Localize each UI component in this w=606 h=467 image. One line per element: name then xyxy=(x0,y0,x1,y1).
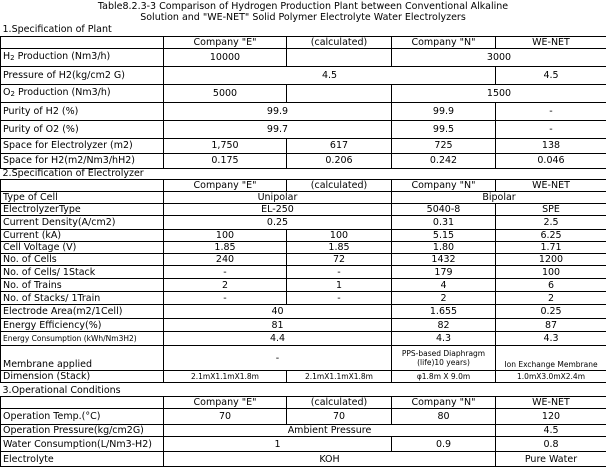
cell: 0.8 xyxy=(496,437,606,452)
table-row xyxy=(1,319,606,332)
cell: 5.15 xyxy=(392,230,496,242)
table-row xyxy=(1,242,606,254)
col-company-n: Company "N" xyxy=(392,36,496,48)
row-label: Dimension (Stack) xyxy=(1,371,164,383)
cell: 0.242 xyxy=(392,153,496,168)
cell: 70 xyxy=(164,409,287,425)
cell: φ1.8m X 9.0m xyxy=(392,371,496,383)
row-label: Energy Efficiency(%) xyxy=(1,319,164,332)
cell: 2 xyxy=(496,292,606,305)
table-row xyxy=(1,66,606,84)
table-row xyxy=(1,204,606,216)
cell: - xyxy=(164,266,287,279)
row-label: Pressure of H2(kg/cm2 G) xyxy=(1,66,164,84)
row-label: Type of Cell xyxy=(1,192,164,204)
table-row xyxy=(1,120,606,138)
col-company-e: Company "E" xyxy=(164,397,287,409)
row-label: Energy Consumption (kWh/Nm3H2) xyxy=(1,332,164,346)
col-company-e: Company "E" xyxy=(164,36,287,48)
cell: 1200 xyxy=(496,254,606,266)
cell: 4 xyxy=(392,279,496,292)
cell: 99.9 xyxy=(392,102,496,120)
table-row xyxy=(1,425,606,437)
table-row xyxy=(1,230,606,242)
cell: 1,750 xyxy=(164,138,287,153)
table-row xyxy=(1,153,606,168)
cell: - xyxy=(164,292,287,305)
cell: 70 xyxy=(287,409,392,425)
cell: Unipolar xyxy=(164,192,392,204)
cell: Ambient Pressure xyxy=(164,425,496,437)
cell: 82 xyxy=(392,319,496,332)
cell: 4.5 xyxy=(496,425,606,437)
cell: - xyxy=(496,120,606,138)
row-label: No. of Cells xyxy=(1,254,164,266)
col-calculated: (calculated) xyxy=(287,397,392,409)
table-row xyxy=(1,437,606,452)
cell: 3000 xyxy=(392,48,606,66)
cell: 100 xyxy=(496,266,606,279)
cell: Ion Exchange Membrane xyxy=(496,346,606,371)
cell: 2.1mX1.1mX1.8m xyxy=(164,371,287,383)
table-row xyxy=(1,452,606,467)
cell: Pure Water xyxy=(496,452,606,467)
table-row xyxy=(1,102,606,120)
table-row xyxy=(1,346,606,371)
row-label: No. of Stacks/ 1Train xyxy=(1,292,164,305)
col-calculated: (calculated) xyxy=(287,36,392,48)
cell: 72 xyxy=(287,254,392,266)
cell: - xyxy=(287,266,392,279)
cell: 138 xyxy=(496,138,606,153)
table-row xyxy=(1,84,606,102)
cell: 240 xyxy=(164,254,287,266)
cell: 99.7 xyxy=(164,120,392,138)
cell: 1432 xyxy=(392,254,496,266)
cell: 2 xyxy=(392,292,496,305)
cell: 0.9 xyxy=(392,437,496,452)
table-row xyxy=(1,48,606,66)
col-company-n: Company "N" xyxy=(392,397,496,409)
table-row xyxy=(1,279,606,292)
cell: 120 xyxy=(496,409,606,425)
row-label: Operation Pressure(kg/cm2G) xyxy=(1,425,164,437)
row-label: No. of Trains xyxy=(1,279,164,292)
row-label: O2 Production (Nm3/h) xyxy=(1,84,164,102)
cell: 1.85 xyxy=(164,242,287,254)
cell: 6 xyxy=(496,279,606,292)
table-row xyxy=(1,292,606,305)
table-row xyxy=(1,254,606,266)
cell: 99.9 xyxy=(164,102,392,120)
cell: 4.5 xyxy=(496,66,606,84)
row-label: Cell Voltage (V) xyxy=(1,242,164,254)
cell: 100 xyxy=(164,230,287,242)
cell: 1.0mX3.0mX2.4m xyxy=(496,371,606,383)
row-label: Electrode Area(m2/1Cell) xyxy=(1,305,164,319)
cell: - xyxy=(496,102,606,120)
cell: 100 xyxy=(287,230,392,242)
cell: 0.175 xyxy=(164,153,287,168)
cell: 4.5 xyxy=(164,66,496,84)
cell: 4.3 xyxy=(392,332,496,346)
cell: 0.25 xyxy=(496,305,606,319)
table-row xyxy=(1,409,606,425)
cell: 5040-8 xyxy=(392,204,496,216)
row-label: Operation Temp.(°C) xyxy=(1,409,164,425)
cell: 1 xyxy=(164,437,392,452)
row-label: Purity of O2 (%) xyxy=(1,120,164,138)
row-label: ElectrolyzerType xyxy=(1,204,164,216)
row-label: H2 Production (Nm3/h) xyxy=(1,48,164,66)
cell: 725 xyxy=(392,138,496,153)
operational-conditions-table xyxy=(0,385,606,467)
row-label: Current (kA) xyxy=(1,230,164,242)
col-wenet: WE-NET xyxy=(496,397,606,409)
cell: 1.71 xyxy=(496,242,606,254)
table-title-line1: Table8.2.3-3 Comparison of Hydrogen Production Plant between Conventional Alkaline xyxy=(97,1,509,12)
row-label: Electrolyte xyxy=(1,452,164,467)
table-row xyxy=(1,192,606,204)
cell: 0.25 xyxy=(164,216,392,230)
cell: 6.25 xyxy=(496,230,606,242)
row-label: Space for H2(m2/Nm3/hH2) xyxy=(1,153,164,168)
col-company-n: Company "N" xyxy=(392,180,496,192)
cell: Bipolar xyxy=(392,192,606,204)
table-row xyxy=(1,36,606,48)
row-label: Water Consumption(L/Nm3-H2) xyxy=(1,437,164,452)
cell: 1.80 xyxy=(392,242,496,254)
cell: 1.655 xyxy=(392,305,496,319)
cell: PPS-based Diaphragm (life)10 years) xyxy=(392,346,496,371)
cell: 179 xyxy=(392,266,496,279)
cell: 2.1mX1.1mX1.8m xyxy=(287,371,392,383)
cell: 4.3 xyxy=(496,332,606,346)
cell: KOH xyxy=(164,452,496,467)
table-row xyxy=(1,138,606,153)
row-label: No. of Cells/ 1Stack xyxy=(1,266,164,279)
plant-spec-table xyxy=(0,24,606,169)
row-label: Purity of H2 (%) xyxy=(1,102,164,120)
cell: 1 xyxy=(287,279,392,292)
cell: 0.046 xyxy=(496,153,606,168)
cell: 10000 xyxy=(164,48,287,66)
table-title-line2: Solution and "WE-NET" Solid Polymer Electrolyte Water Electrolyzers xyxy=(140,12,466,23)
cell: 617 xyxy=(287,138,392,153)
cell: 4.4 xyxy=(164,332,392,346)
cell: SPE xyxy=(496,204,606,216)
electrolyzer-spec-table xyxy=(0,168,606,383)
table-row xyxy=(1,180,606,192)
row-label: Membrane applied xyxy=(1,346,164,371)
cell: 87 xyxy=(496,319,606,332)
cell: 80 xyxy=(392,409,496,425)
cell: 2 xyxy=(164,279,287,292)
cell: 0.31 xyxy=(392,216,496,230)
cell: 1.85 xyxy=(287,242,392,254)
table-row xyxy=(1,266,606,279)
cell: 1500 xyxy=(392,84,606,102)
col-wenet: WE-NET xyxy=(496,180,606,192)
cell: - xyxy=(164,346,392,371)
cell: EL-250 xyxy=(164,204,392,216)
table-row xyxy=(1,305,606,319)
col-calculated: (calculated) xyxy=(287,180,392,192)
cell: 0.206 xyxy=(287,153,392,168)
table-row xyxy=(1,332,606,346)
table-row xyxy=(1,216,606,230)
table-row xyxy=(1,397,606,409)
cell: - xyxy=(287,292,392,305)
cell: 40 xyxy=(164,305,392,319)
section1-heading: 1.Specification of Plant xyxy=(2,24,112,36)
row-label: Space for Electrolyzer (m2) xyxy=(1,138,164,153)
col-company-e: Company "E" xyxy=(164,180,287,192)
section2-heading: 2.Specification of Electrolyzer xyxy=(2,168,144,179)
table-row xyxy=(1,371,606,383)
cell: 99.5 xyxy=(392,120,496,138)
col-wenet: WE-NET xyxy=(496,36,606,48)
row-label: Current Density(A/cm2) xyxy=(1,216,164,230)
section3-heading: 3.Operational Conditions xyxy=(2,385,121,396)
cell: 5000 xyxy=(164,84,287,102)
cell: 2.5 xyxy=(496,216,606,230)
cell: 81 xyxy=(164,319,392,332)
